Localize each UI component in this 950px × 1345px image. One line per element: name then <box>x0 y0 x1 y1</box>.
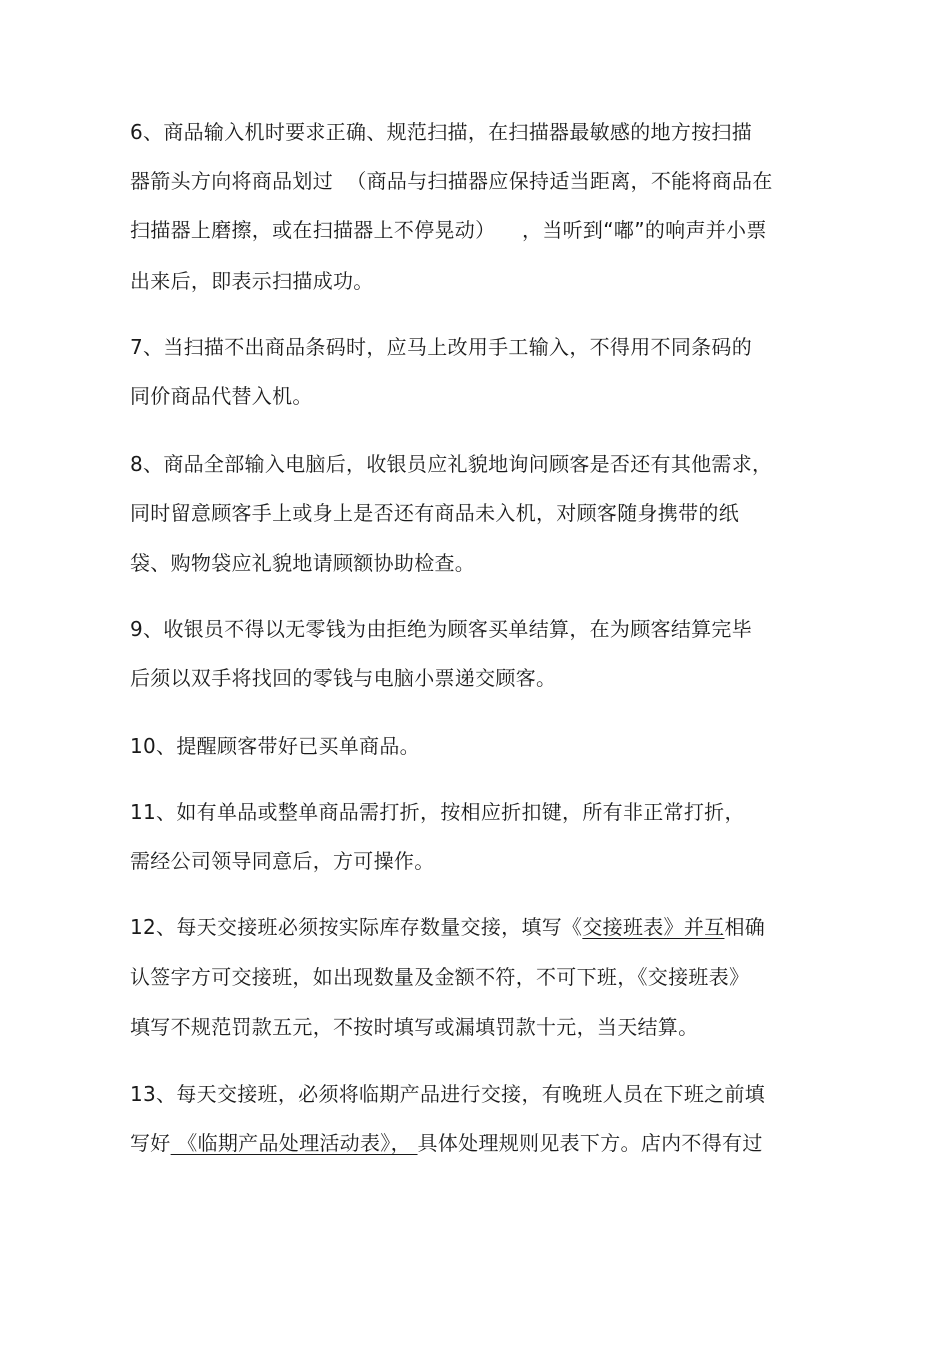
item-13-line-2 <box>130 1129 763 1157</box>
item-12-line-1-text: 12、每天交接班必须按实际库存数量交接，填写《 <box>130 915 583 939</box>
item-11-line-2: 需经公司领导同意后，方可操作。 <box>130 849 435 873</box>
item-6-line-4: 出来后，即表示扫描成功。 <box>130 269 374 293</box>
item-13-line-2-tail: 具体处理规则见表下方。店内不得有过 <box>417 1131 763 1155</box>
item-13-line-2-text: 写好 <box>130 1131 171 1155</box>
item-6-line-1: 6、商品输入机时要求正确、规范扫描，在扫描器最敏感的地方按扫描 <box>130 120 753 144</box>
item-9-line-2: 后须以双手将找回的零钱与电脑小票递交顾客。 <box>130 666 557 690</box>
item-6-line-3: 扫描器上磨擦，或在扫描器上不停晃动） ，当听到“嘟”的响声并小票 <box>130 218 767 242</box>
underlined-form-name-handover: 交接班表》并互 <box>582 915 725 939</box>
item-10-line-1: 10、提醒顾客带好已买单商品。 <box>130 734 420 758</box>
item-13-line-1: 13、每天交接班，必须将临期产品进行交接，有晚班人员在下班之前填 <box>130 1082 766 1106</box>
item-12-line-1 <box>130 913 765 941</box>
item-12-line-2: 认签字方可交接班，如出现数量及金额不符，不可下班，《交接班表》 <box>130 965 750 989</box>
item-7-line-1: 7、当扫描不出商品条码时，应马上改用手工输入，不得用不同条码的 <box>130 335 753 359</box>
item-7-line-2: 同价商品代替入机。 <box>130 384 313 408</box>
item-6-line-2: 器箭头方向将商品划过 （商品与扫描器应保持适当距离，不能将商品在 <box>130 169 773 193</box>
item-12-line-1-tail: 相确 <box>724 915 766 939</box>
underlined-form-name-expiring: 《临期产品处理活动表》， <box>170 1131 418 1155</box>
item-8-line-3: 袋、购物袋应礼貌地请顾额协助检查。 <box>130 551 476 575</box>
item-8-line-2: 同时留意顾客手上或身上是否还有商品未入机，对顾客随身携带的纸 <box>130 501 739 525</box>
item-11-line-1: 11、如有单品或整单商品需打折，按相应折扣键，所有非正常打折， <box>130 800 745 824</box>
item-9-line-1: 9、收银员不得以无零钱为由拒绝为顾客买单结算，在为顾客结算完毕 <box>130 617 753 641</box>
item-8-line-1: 8、商品全部输入电脑后，收银员应礼貌地询问顾客是否还有其他需求， <box>130 452 773 476</box>
item-12-line-3: 填写不规范罚款五元，不按时填写或漏填罚款十元，当天结算。 <box>130 1015 699 1039</box>
